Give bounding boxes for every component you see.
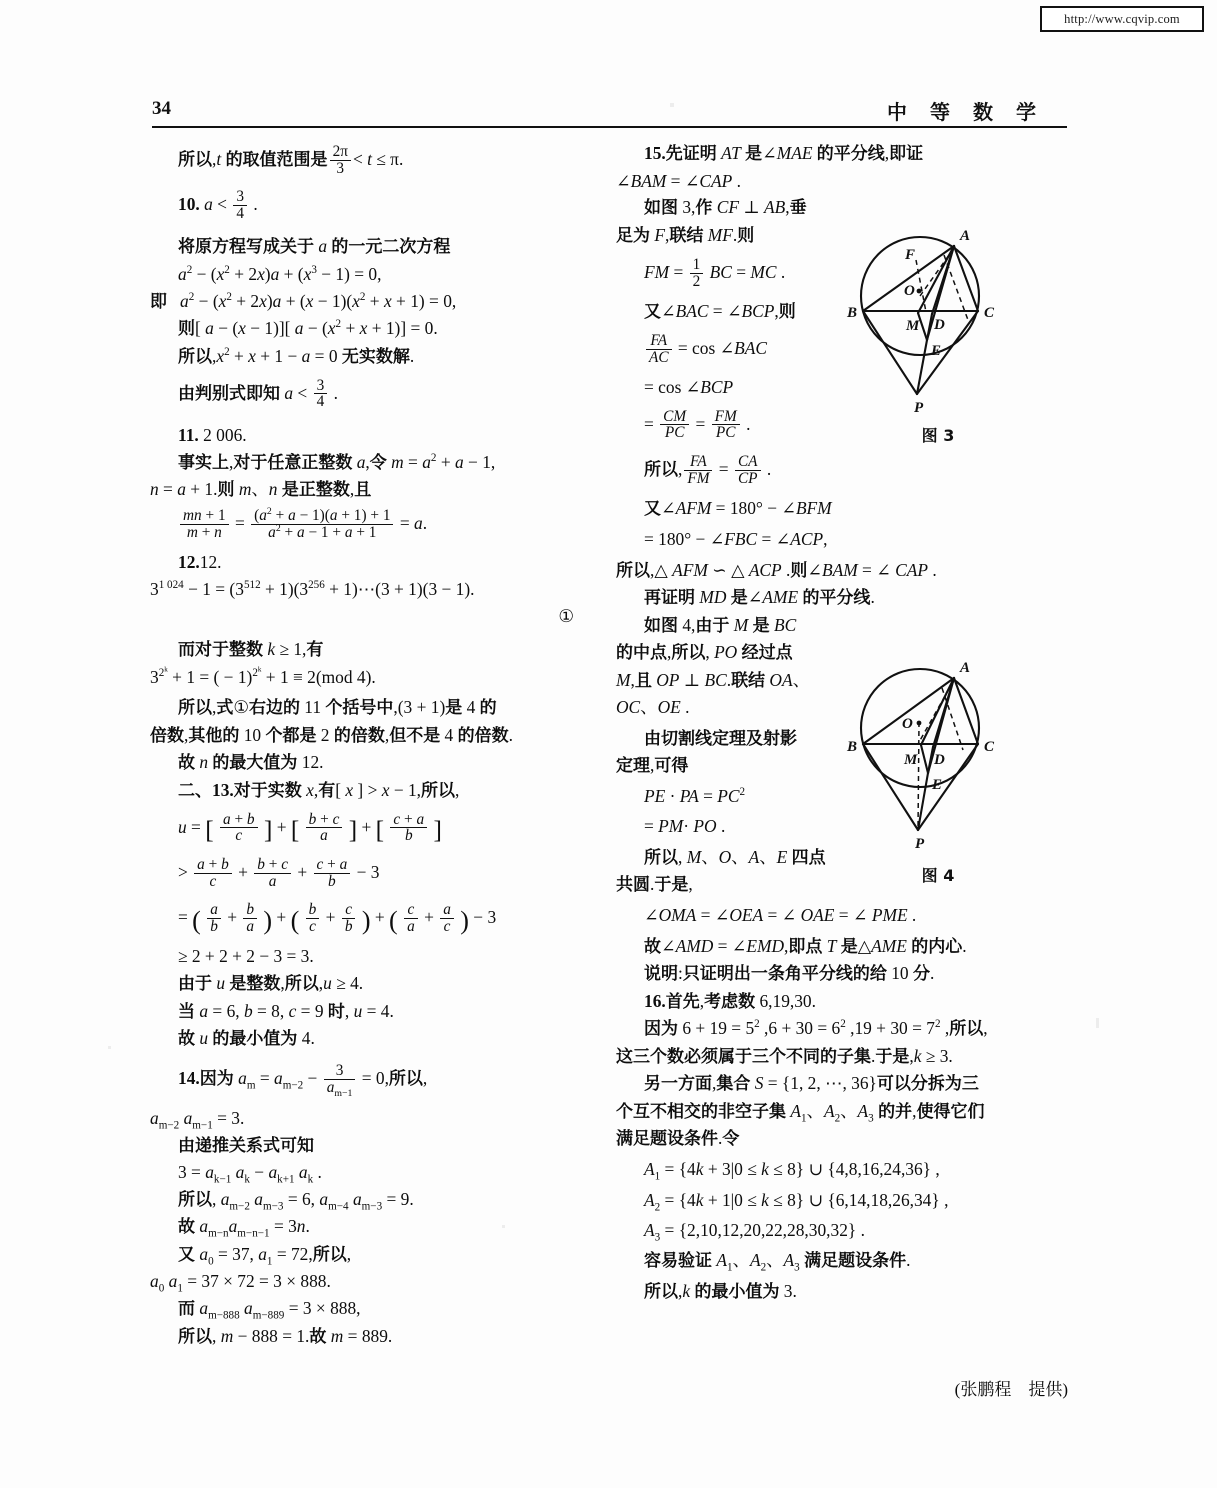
text-line: 容易验证 $A_1$、$A_2$、$A_3$ 满足题设条件.: [644, 1250, 911, 1274]
text-line: 所以,t 的取值范围是 $\frac{2\pi}{3}$ < t ≤ π.: [178, 143, 404, 177]
text-line: PE · PA = $PC^2$: [644, 786, 746, 806]
text-line: 故 n 的最大值为 12.: [178, 752, 324, 774]
text-line: 14.因为 $a_m = a_{m-2}$ − $\frac{3}{a_{m-1}}$ = 0,所以,: [178, 1062, 428, 1100]
text-line: ∠BAM = ∠CAP .: [616, 170, 741, 191]
segment-ME: [921, 745, 928, 773]
label-P: P: [915, 836, 925, 852]
text-line: 由递推关系式可知: [178, 1135, 314, 1156]
text-line: 而对于整数 k ≥ 1,有: [178, 639, 324, 661]
text-line: 所以, $\frac{FA}{FM}$ = $\frac{CA}{CP}$ .: [644, 452, 772, 487]
article-credit: (张鹏程 提供): [954, 1380, 1068, 1399]
figure-3-drawing: [838, 222, 1038, 422]
text-line: = PM· PO .: [644, 816, 726, 837]
label-P: P: [914, 400, 924, 416]
text-line: FM = $\frac{1}{2}$ BC = MC .: [644, 255, 786, 290]
dashed-OP: [918, 722, 919, 830]
text-line: 由切割线定理及射影: [644, 728, 797, 749]
scan-speck: [670, 103, 674, 107]
text-line: 倍数,其他的 10 个都是 2 的倍数,但不是 4 的倍数.: [150, 724, 513, 746]
text-line: 16.首先,考虑数 6,19,30.: [644, 990, 816, 1012]
label-A: A: [960, 228, 971, 244]
text-line: 如图 4,由于 M 是 BC: [644, 614, 797, 636]
page-number: 34: [152, 98, 171, 119]
label-C: C: [984, 305, 995, 321]
text-line: > $\frac{a + b}{c}$ + $\frac{b + c}{a}$ + $\frac{c + a}{b}$ − 3: [178, 856, 380, 890]
text-line: 定理,可得: [616, 755, 689, 776]
text-line: $A_3 = \{2,10,12,20,22,28,30,32\}$ .: [644, 1220, 865, 1244]
text-line: $A_1 = \{4k + 3|0 \le k \le 8\}$ ∪ {4,8,16,24,36} ,: [644, 1159, 940, 1183]
label-O: O: [902, 716, 913, 732]
text-line: ≥ 2 + 2 + 2 − 3 = 3.: [178, 946, 314, 967]
label-B: B: [847, 305, 858, 321]
center-dot: [917, 721, 922, 726]
scan-speck: [502, 1225, 505, 1228]
text-line: 满足题设条件.令: [616, 1128, 740, 1150]
text-line: 说明:只证明出一条角平分线的给 10 分.: [644, 963, 935, 985]
text-line: 如图 3,作 CF ⊥ AB,垂: [644, 197, 807, 219]
text-line: $A_2 = \{4k + 1|0 \le k \le 8\}$ ∪ {6,14,18,26,34} ,: [644, 1189, 949, 1214]
text-line: 而 $a_{m-888}$ $a_{m-889} = 3 \times 888$,: [178, 1298, 361, 1322]
text-line: 则[ a − (x − 1)][ $a - (x^2 + x + 1)] = 0$.: [178, 318, 438, 340]
text-line: $3^{1 024} - 1 = (3^{512} + 1)(3^{256}$ + 1)⋯(3 + 1)(3 − 1).: [150, 579, 475, 600]
text-line: 所以, m − 888 = 1.故 m = 889.: [178, 1325, 393, 1347]
label-D: D: [934, 317, 945, 333]
text-line: = ( $\frac{a}{b}$ + $\frac{b}{a}$ ) + ( $\frac{b}{c}$ + $\frac{c}{b}$ ) + ( $\frac{c}{a}$ + $\frac{a}{c}$ ) − 3: [178, 901, 497, 936]
text-line: 又∠AFM = 180° − ∠BFM: [644, 498, 832, 520]
figure-4: [838, 652, 1038, 886]
scan-speck: [108, 1046, 111, 1049]
text-line: OC、OE .: [616, 697, 690, 718]
label-E: E: [932, 777, 943, 793]
label-A: A: [960, 660, 971, 676]
figure-3-caption: 图 3: [921, 426, 955, 445]
dashed-AC-inner: [942, 688, 963, 750]
running-head: [152, 96, 1067, 130]
text-line: = 180° − ∠FBC = ∠ACP,: [644, 529, 828, 550]
segment-ME: [918, 313, 927, 340]
text-line: 因为 $6 + 19 = 5^2$ $,6 + 30 = 6^2$ $,19 + 30 = 7^2$ ,所以,: [644, 1018, 988, 1040]
center-dot: [917, 289, 922, 294]
text-line: $\frac{FA}{AC}$ = cos ∠BAC: [616, 334, 1068, 366]
figure-3: [838, 222, 1038, 446]
text-line: = $\frac{CM}{PC}$ = $\frac{FM}{PC}$ .: [644, 407, 751, 442]
label-F: F: [905, 247, 916, 263]
text-line: 的中点,所以, PO 经过点: [616, 642, 793, 664]
text-line: 11. 2 006.: [178, 425, 247, 446]
text-line: 所以,式①右边的 11 个括号中,(3 + 1)是 4 的: [178, 697, 497, 719]
left-column: [150, 145, 582, 1355]
text-line: 所以, $a_{m-2}$ $a_{m-3} = 6$, $a_{m-4}$ $a_{m-3} = 9$.: [178, 1188, 414, 1213]
label-C: C: [984, 739, 995, 755]
text-line: $3^{2^k} + 1$ = ( − 1)$^{2^k}$ + 1 ≡ 2(mod 4).: [150, 665, 376, 687]
text-line: 由于 u 是整数,所以,u ≥ 4.: [178, 973, 364, 995]
label-O: O: [904, 283, 915, 299]
figure-4-caption: 图 4: [921, 866, 955, 885]
text-line: 个互不相交的非空子集 $A_1$、$A_2$、$A_3$ 的并,使得它们: [616, 1100, 985, 1125]
label-M: M: [906, 318, 920, 334]
segment-AC: [954, 246, 978, 311]
text-line: 故∠AMD = ∠EMD,即点 T 是△AME 的内心.: [644, 935, 967, 957]
text-line: 事实上,对于任意正整数 a,令 $m = a^2 + a - 1$,: [178, 451, 496, 473]
text-line: 将原方程写成关于 a 的一元二次方程: [178, 236, 451, 258]
label-M: M: [904, 752, 918, 768]
text-line: 所以,k 的最小值为 3.: [644, 1281, 797, 1303]
header-rule: [152, 126, 1067, 128]
text-line: 所以,△ AFM ∽ △ ACP .则∠BAM = ∠ CAP .: [616, 559, 937, 581]
text-line: 故 u 的最小值为 4.: [178, 1028, 315, 1050]
text-line: $a_{m-2}$ $a_{m-1} = 3$.: [150, 1107, 245, 1132]
text-line: 所以$,x^2 + x + 1 - a = 0$ 无实数解.: [178, 345, 415, 367]
text-line: n = a + 1.则 m、n 是正整数,且: [150, 479, 372, 501]
equation-number: ①: [558, 606, 574, 626]
text-line: ∠OMA = ∠OEA = ∠ OAE = ∠ PME .: [644, 905, 917, 926]
text-line: 足为 F,联结 MF.则: [616, 224, 755, 246]
watermark-url: http://www.cqvip.com: [1040, 6, 1204, 32]
text-line: = cos ∠BCP: [644, 377, 734, 398]
text-line: 10. a < $\frac{3}{4}$ .: [178, 188, 258, 222]
text-line: 另一方面,集合 S = {1, 2, ⋯, 36}可以分拆为三: [644, 1073, 979, 1095]
label-B: B: [847, 739, 858, 755]
text-line: 共圆.于是,: [616, 874, 693, 896]
label-D: D: [934, 752, 945, 768]
text-line: 故 $a_{m-n}a_{m-n-1} = 3n$.: [178, 1216, 310, 1240]
text-line: 即 $a^2 - (x^2 + 2x)a + (x - 1)(x^2 + x + 1) = 0$,: [150, 290, 457, 312]
text-line: 12.12.: [178, 552, 222, 573]
scan-speck: [1096, 1018, 1099, 1028]
figure-4-drawing: [838, 652, 1038, 862]
text-line: $3 = a_{k-1}$ $a_k - a_{k+1}$ $a_k$ .: [178, 1162, 322, 1186]
journal-title: 中 等 数 学: [887, 102, 1045, 124]
text-line: 15.先证明 AT 是∠MAE 的平分线,即证: [644, 143, 924, 164]
text-line: 这三个数必须属于三个不同的子集.于是,k ≥ 3.: [616, 1045, 953, 1067]
text-line: 当 a = 6, b = 8, c = 9 时, u = 4.: [178, 1000, 394, 1022]
text-line: M,且 OP ⊥ BC.联结 OA、: [616, 669, 811, 691]
text-line: $a^2 - (x^2 + 2x)a + (x^3 - 1) = 0$,: [178, 263, 382, 284]
segment-CP: [917, 311, 978, 394]
text-line: $a_0$ $a_1 = 37 \times 72 = 3 \times 888$.: [150, 1271, 331, 1295]
text-line: 又 $a_0 = 37$, $a_1 = 72$,所以,: [178, 1243, 352, 1268]
text-line: 所以, M、O、A、E 四点: [644, 846, 826, 868]
text-line: $\frac{mn + 1}{m + n}$ = $\frac{(a^2 + a - 1)(a + 1) + 1}{a^2 + a - 1 + a + 1}$ = a.: [150, 509, 582, 541]
text-line: 又∠BAC = ∠BCP,则: [644, 301, 796, 323]
text-line: u = [ $\frac{a + b}{c}$ ] + [ $\frac{b + c}{a}$ ] + [ $\frac{c + a}{b}$ ]: [178, 810, 442, 845]
text-line: 由判别式即知 a < $\frac{3}{4}$ .: [178, 376, 338, 411]
text-line: 再证明 MD 是∠AME 的平分线.: [644, 587, 875, 609]
label-E: E: [931, 343, 942, 359]
text-line: 二、13.对于实数 x,有[ x ] > x − 1,所以,: [178, 779, 460, 801]
